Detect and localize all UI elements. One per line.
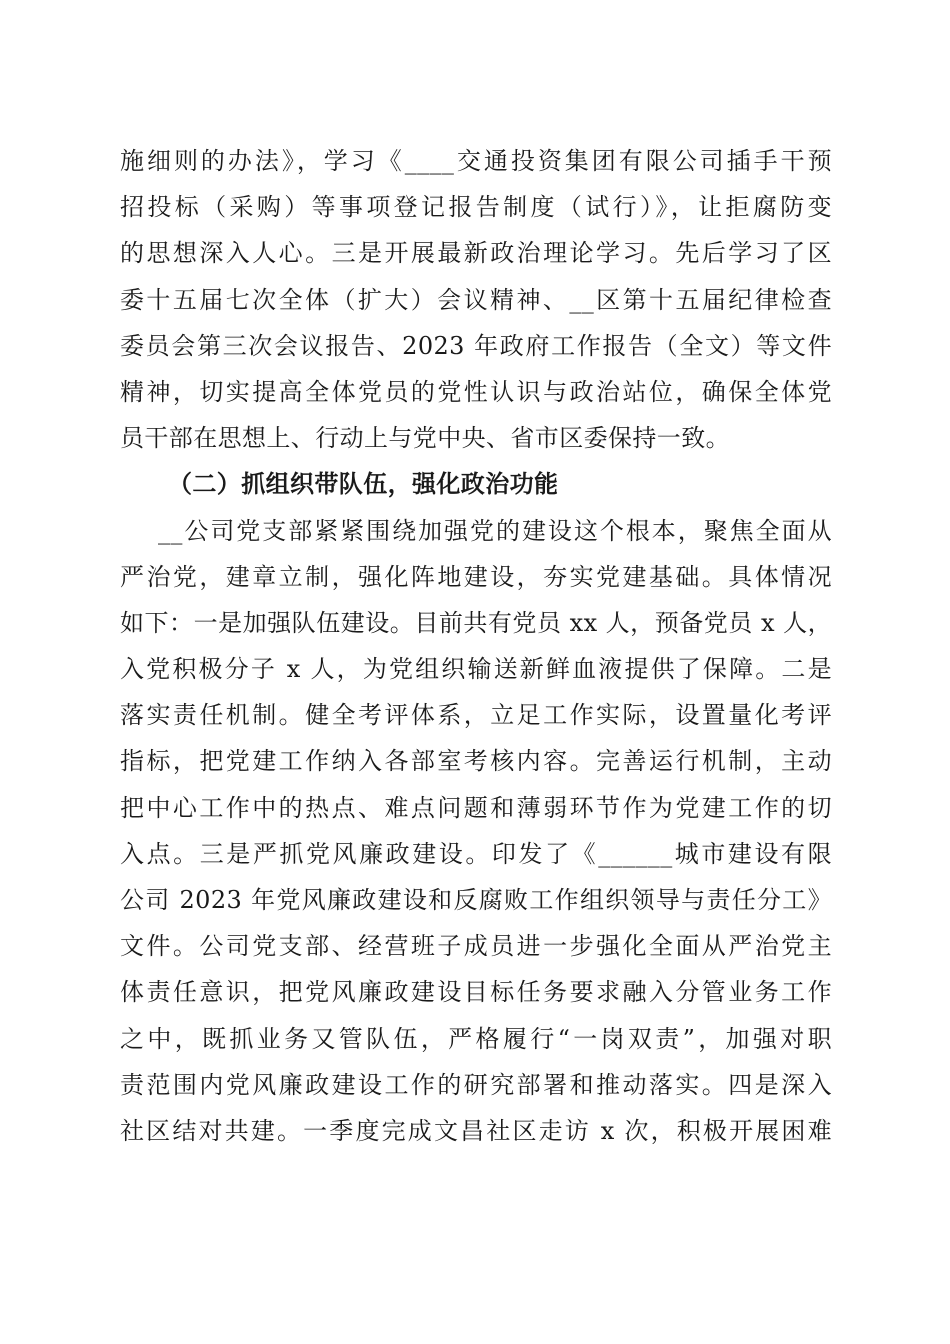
paragraph-line: 落实责任机制。健全考评体系，立足工作实际，设置量化考评 [120,701,832,730]
paragraph-line: 精神，切实提高全体党员的党性认识与政治站位，确保全体党 [120,377,832,406]
paragraph-line: 的思想深入人心。三是开展最新政治理论学习。先后学习了区 [120,239,832,268]
paragraph-line: 严治党，建章立制，强化阵地建设，夯实党建基础。具体情况 [120,562,832,591]
paragraph-line: __公司党支部紧紧围绕加强党的建设这个根本，聚焦全面从 [158,516,832,545]
paragraph-line: 指标，把党建工作纳入各部室考核内容。完善运行机制，主动 [120,747,832,776]
paragraph-line: 入点。三是严抓党风廉政建设。印发了《______城市建设有限 [120,839,832,868]
paragraph-line: 之中，既抓业务又管队伍，严格履行“一岗双责”，加强对职 [120,1024,832,1053]
paragraph-line: 文件。公司党支部、经营班子成员进一步强化全面从严治党主 [120,932,832,961]
paragraph-line: 社区结对共建。一季度完成文昌社区走访 x 次，积极开展困难 [120,1116,832,1145]
paragraph-line: 体责任意识，把党风廉政建设目标任务要求融入分管业务工作 [120,978,832,1007]
paragraph-line: 施细则的办法》，学习《____交通投资集团有限公司插手干预 [120,147,832,175]
document-body [120,138,832,1154]
paragraph-line: 员干部在思想上、行动上与党中央、省市区委保持一致。 [120,424,730,453]
paragraph-line: 招投标（采购）等事项登记报告制度（试行）》，让拒腐防变 [120,193,832,222]
paragraph-line: 委十五届七次全体（扩大）会议精神、__区第十五届纪律检查 [120,285,832,314]
paragraph-line: 把中心工作中的热点、难点问题和薄弱环节作为党建工作的切 [120,793,832,822]
section-heading: （二）抓组织带队伍，强化政治功能 [168,469,559,499]
paragraph-line: 入党积极分子 x 人，为党组织输送新鲜血液提供了保障。二是 [120,655,832,684]
paragraph-line: 如下：一是加强队伍建设。目前共有党员 xx 人，预备党员 x 人， [120,608,832,637]
paragraph-line: 委员会第三次会议报告、2023 年政府工作报告（全文）等文件 [120,331,832,360]
paragraph-line: 责范围内党风廉政建设工作的研究部署和推动落实。四是深入 [120,1070,832,1099]
paragraph-line: 公司 2023 年党风廉政建设和反腐败工作组织领导与责任分工》 [120,886,832,914]
